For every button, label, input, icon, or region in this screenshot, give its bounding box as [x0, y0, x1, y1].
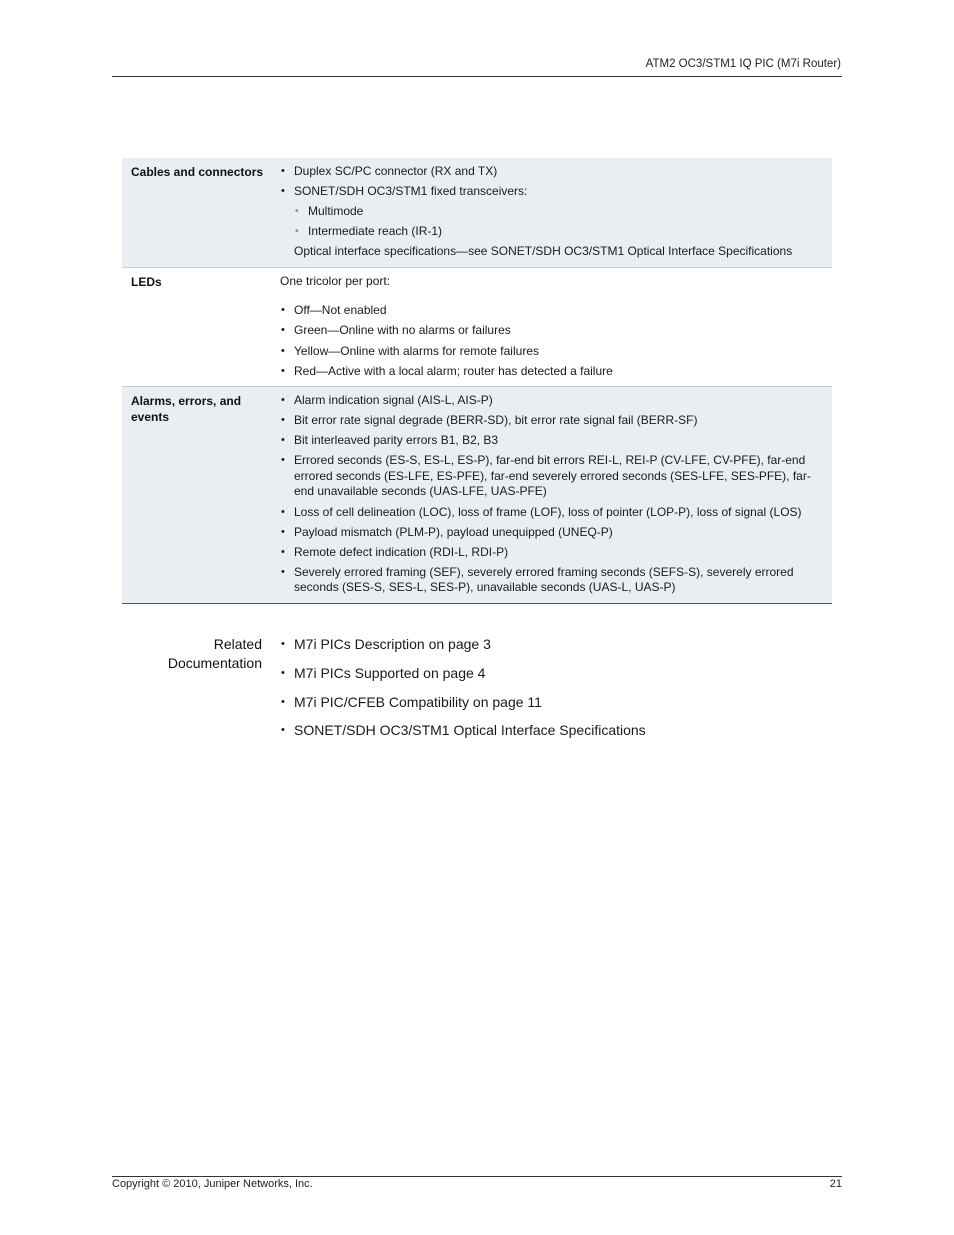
list-item: • Errored seconds (ES-S, ES-L, ES-P), far-end bit errors REI-L, REI-P (CV-LFE, CV-PFE), far-end errored seconds (ES-LFE, ES-PFE), far-end severely errored seconds (SES-LFE, SES-PFE), far-end unavailable seconds (UAS-LFE, UAS-PFE) [280, 453, 826, 500]
page-number: 21 [829, 1178, 842, 1190]
spec-row-alarms [122, 386, 832, 603]
spec-table [122, 158, 832, 604]
related-link[interactable]: • M7i PIC/CFEB Compatibility on page 11 [280, 693, 646, 712]
sub-list-item: • Intermediate reach (IR-1) [294, 224, 826, 240]
list-item: • Remote defect indication (RDI-L, RDI-P) [280, 545, 826, 561]
footer-rule [112, 1176, 842, 1177]
spec-row-leds [122, 267, 832, 386]
related-links-list [280, 635, 646, 750]
bullet-list [280, 393, 826, 596]
list-item: • Yellow—Online with alarms for remote failures [280, 344, 826, 360]
spec-row-label: Cables and connectors [131, 165, 264, 179]
spec-row-cables [122, 158, 832, 267]
spec-row-label: LEDs [131, 274, 162, 289]
related-link[interactable]: • SONET/SDH OC3/STM1 Optical Interface Specifications [280, 721, 646, 740]
related-documentation [122, 635, 832, 750]
header-rule [112, 76, 842, 77]
list-item: • Green—Online with no alarms or failures [280, 323, 826, 339]
list-item: • Bit error rate signal degrade (BERR-SD), bit error rate signal fail (BERR-SF) [280, 413, 826, 429]
page-header-title: ATM2 OC3/STM1 IQ PIC (M7i Router) [645, 58, 841, 70]
list-item: • Bit interleaved parity errors B1, B2, B3 [280, 433, 826, 449]
list-item: • Alarm indication signal (AIS-L, AIS-P) [280, 393, 826, 409]
optical-spec-note: Optical interface specifications—see SONET/SDH OC3/STM1 Optical Interface Specifications [294, 244, 793, 259]
list-item: • Payload mismatch (PLM-P), payload unequipped (UNEQ-P) [280, 525, 826, 541]
related-link[interactable]: • M7i PICs Description on page 3 [280, 635, 646, 654]
related-heading-line: Related [213, 636, 262, 652]
spec-row-content [272, 268, 832, 386]
list-item: • Loss of cell delineation (LOC), loss of frame (LOF), loss of pointer (LOP-P), loss of signal (LOS) [280, 505, 826, 521]
list-item: • Red—Active with a local alarm; router has detected a failure [280, 364, 826, 380]
bullet-list [280, 303, 826, 379]
spec-row-content [272, 387, 832, 603]
sub-bullet-list [294, 204, 826, 240]
related-heading-line: Documentation [167, 655, 262, 671]
list-item: • Severely errored framing (SEF), severely errored framing seconds (SEFS-S), severely errored seconds (SES-S, SES-L, SES-P), unavailable seconds (UAS-L, UAS-P) [280, 565, 826, 596]
leds-intro: One tricolor per port: [280, 273, 391, 288]
list-item-text: SONET/SDH OC3/STM1 fixed transceivers: [294, 184, 528, 199]
related-link[interactable]: • M7i PICs Supported on page 4 [280, 664, 646, 683]
bullet-list [280, 164, 826, 240]
list-item: • Duplex SC/PC connector (RX and TX) [280, 164, 826, 180]
related-documentation-heading [122, 635, 262, 750]
sub-list-item: • Multimode [294, 204, 826, 220]
list-item: • Off—Not enabled [280, 303, 826, 319]
spec-row-label: Alarms, errors, and events [131, 394, 242, 425]
spec-row-content [272, 158, 832, 267]
footer-copyright: Copyright © 2010, Juniper Networks, Inc. [112, 1178, 313, 1190]
list-item [280, 184, 826, 240]
